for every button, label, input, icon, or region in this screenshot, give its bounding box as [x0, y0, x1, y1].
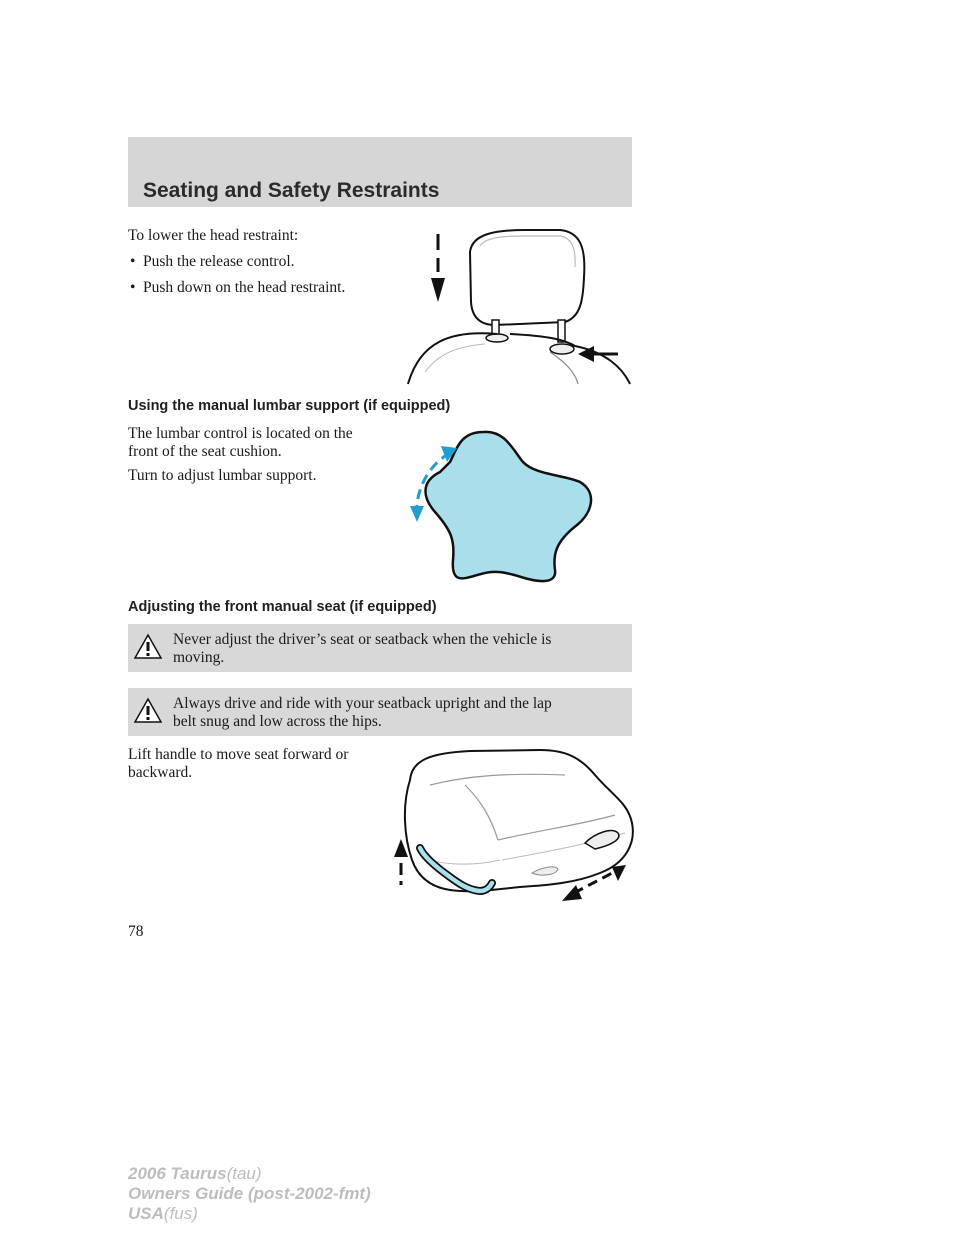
bullet-dot-icon: • [130, 253, 136, 270]
lumbar-text: front of the seat cushion. [128, 443, 282, 460]
section-title: Seating and Safety Restraints [143, 179, 440, 202]
seat-cushion-illustration [390, 745, 640, 910]
warning-text: Always drive and ride with your seatback upright and the lap [173, 695, 552, 712]
lumbar-heading: Using the manual lumbar support (if equipped) [128, 398, 451, 414]
up-arrow-icon [394, 839, 408, 885]
head-restraint-illustration [400, 222, 640, 387]
bullet-item: Push down on the head restraint. [143, 279, 346, 296]
footer-model-code: (tau) [226, 1164, 262, 1183]
footer-line: Owners Guide (post-2002-fmt) [128, 1184, 371, 1203]
warning-icon [133, 632, 163, 662]
head-restraint-intro: To lower the head restraint: [128, 227, 299, 244]
front-seat-heading: Adjusting the front manual seat (if equipped) [128, 599, 437, 615]
down-arrow-icon [431, 234, 445, 302]
footer-line [128, 1164, 262, 1184]
footer-model: 2006 Taurus [128, 1164, 227, 1183]
warning-text: belt snug and low across the hips. [173, 713, 382, 730]
seat-adjust-text: backward. [128, 764, 193, 781]
lumbar-knob-illustration [405, 420, 605, 590]
bullet-dot-icon: • [130, 279, 136, 296]
footer-market-code: (fus) [163, 1204, 198, 1223]
seat-adjust-text: Lift handle to move seat forward or [128, 746, 349, 763]
page-number: 78 [128, 923, 144, 940]
warning-text: moving. [173, 649, 225, 666]
footer-market: USA [128, 1204, 164, 1223]
lumbar-text: The lumbar control is located on the [128, 425, 353, 442]
warning-icon [133, 696, 163, 726]
bullet-item: Push the release control. [143, 253, 295, 270]
warning-text: Never adjust the driver’s seat or seatback when the vehicle is [173, 631, 552, 648]
footer-line [128, 1204, 198, 1224]
lumbar-text: Turn to adjust lumbar support. [128, 467, 317, 484]
